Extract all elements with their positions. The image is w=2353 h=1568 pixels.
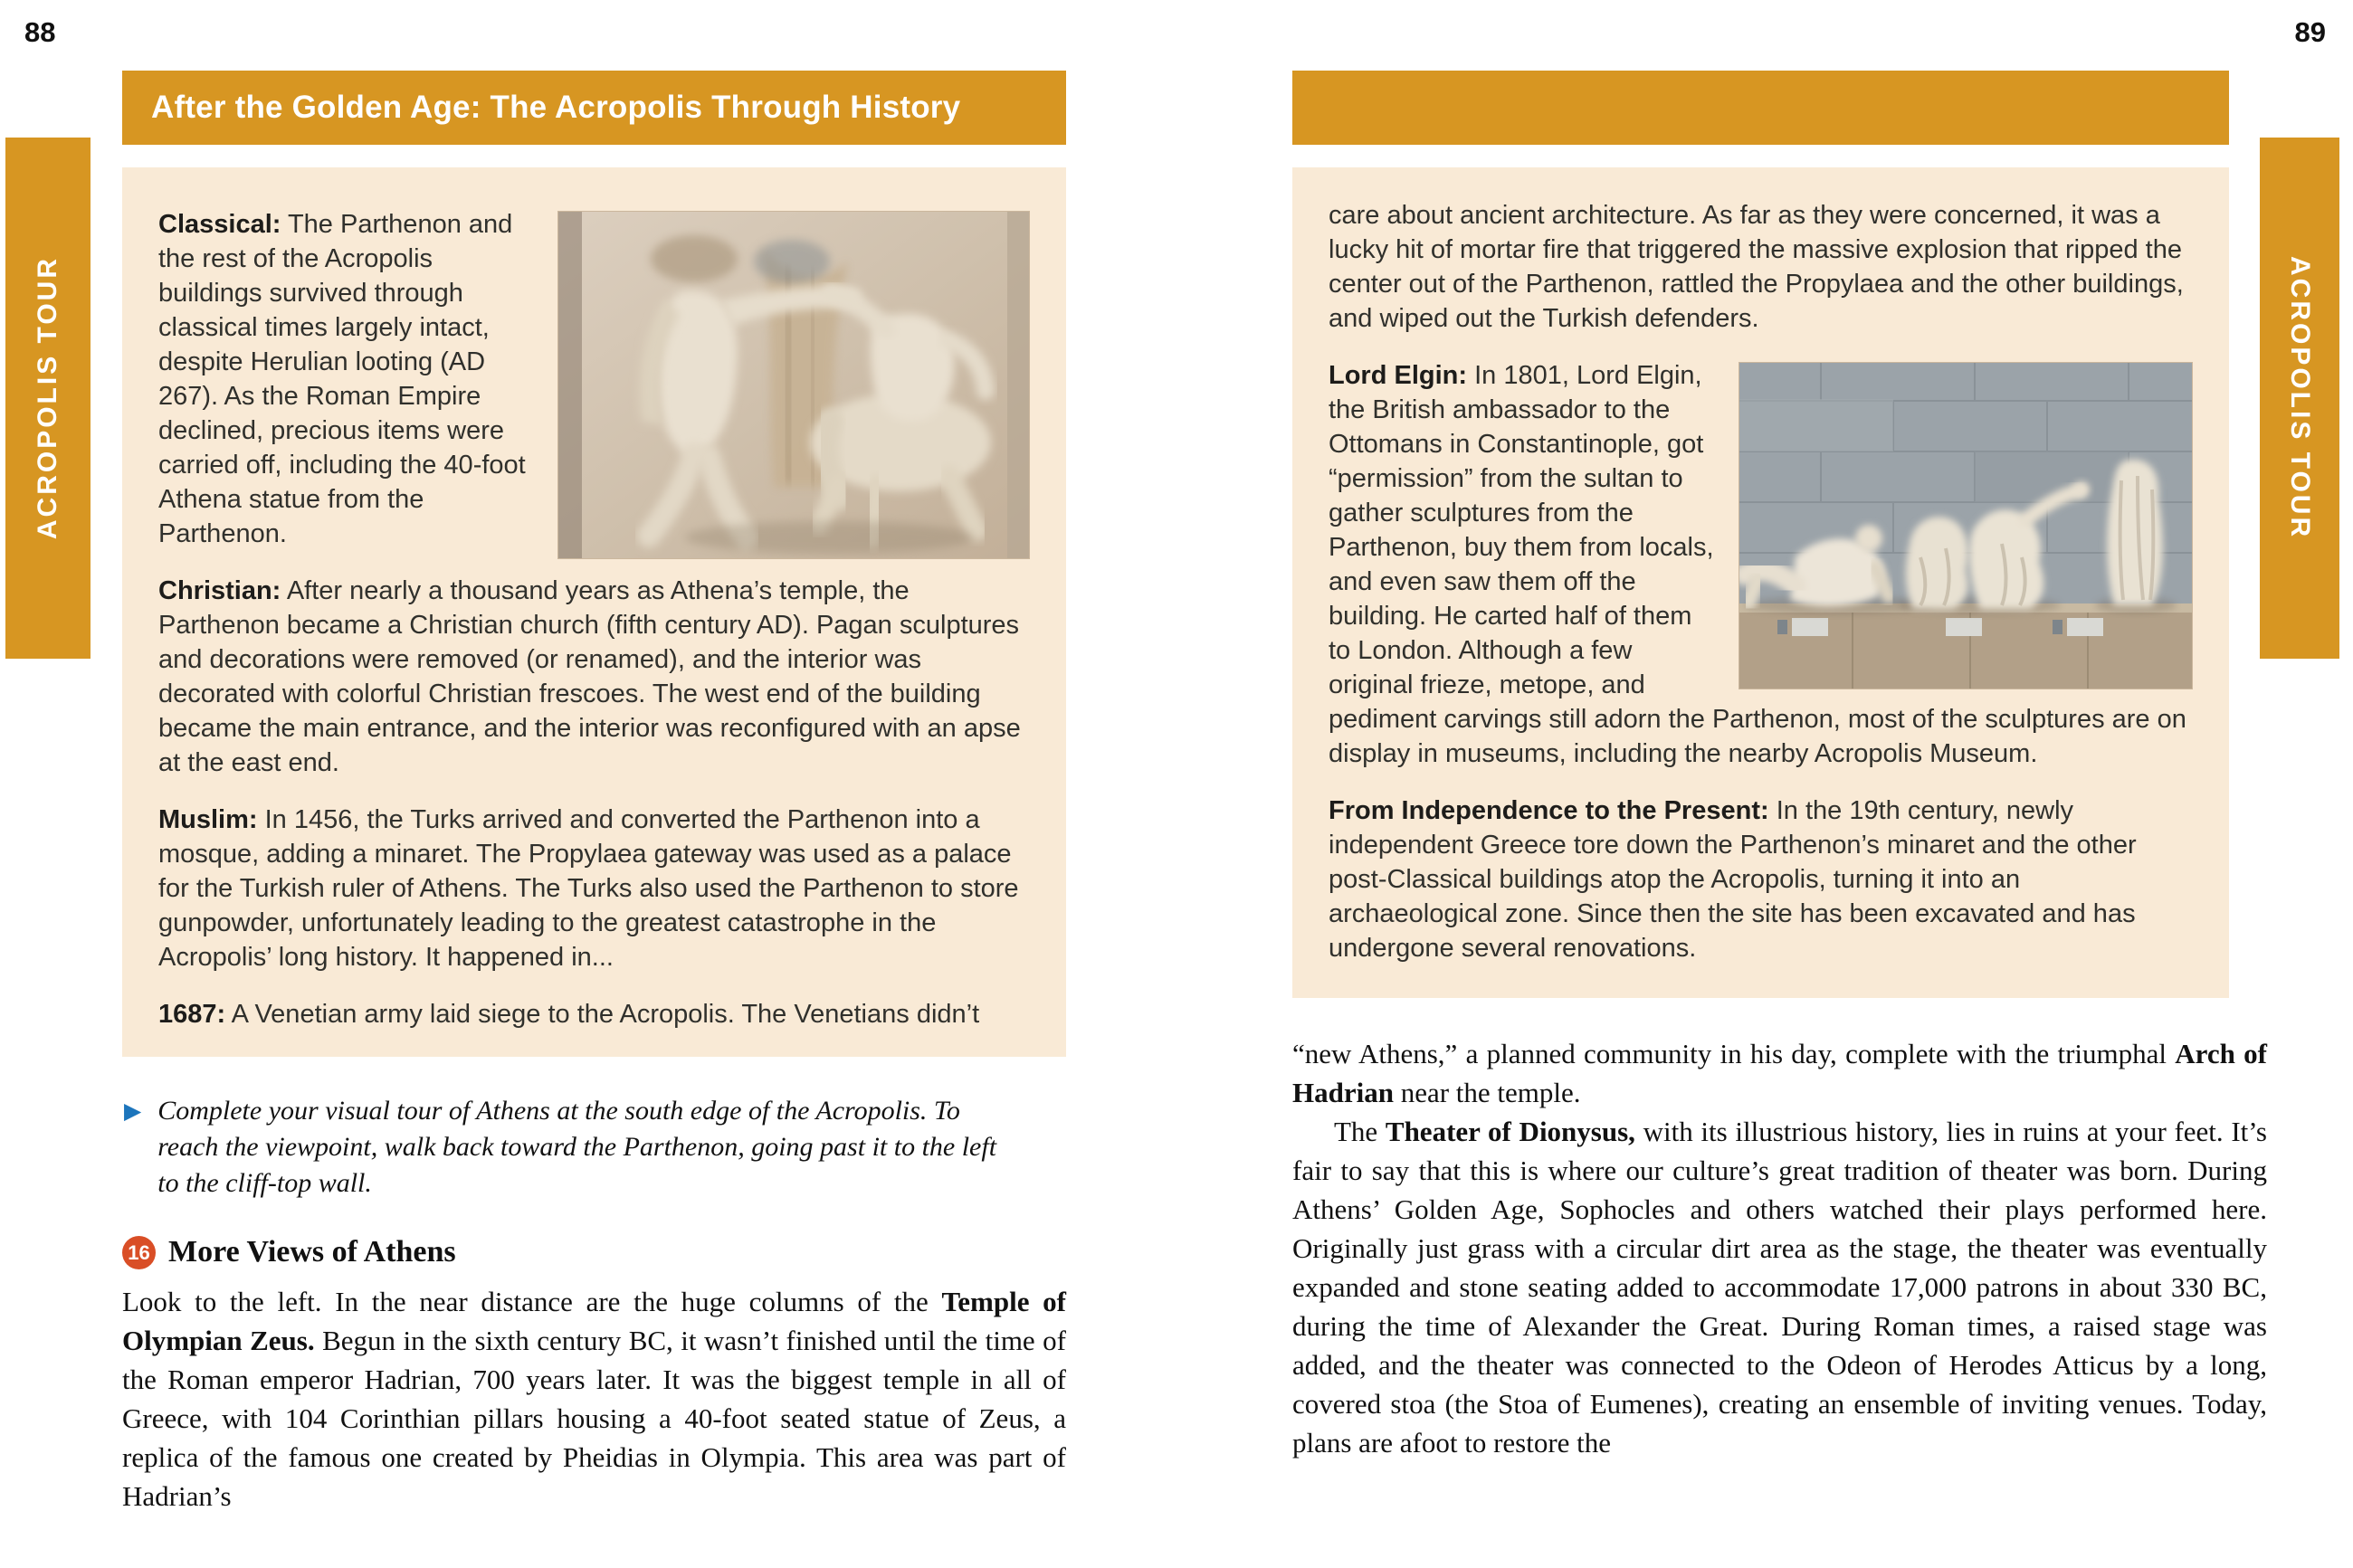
left-page-body-text [122,1282,1066,1516]
right-tab-label: ACROPOLIS TOUR [2285,256,2315,540]
section-heading [122,1234,1066,1271]
parthenon-metope-photo [557,211,1030,559]
paragraph-lead: From Independence to the Present: [1329,796,1769,825]
metope-illustration [558,212,1029,558]
sidebar-paragraph-continuation [1329,198,2193,336]
sidebar-paragraph-christian [158,574,1030,780]
paragraph-text: In the 19th century, newly independent Greece tore down the Parthenon’s minaret and the other post-Classical buildings atop the Acropolis, turning it into an archaeological zone. Since then the site has been excavated and has undergone several renovations. [1329,796,2137,963]
history-sidebar-box-left [122,167,1066,1057]
paragraph-text: In 1801, Lord Elgin, the British ambassador to the Ottomans in Constantinople, got “permission” from the sultan to gather sculptures from the Parthenon, buy them from locals, and even saw them off the building. He carted half of them to London. Although a few original frieze, metope, and pediment carvings still adorn the Parthenon, most of the sculptures are on display in museums, including the nearby Acropolis Museum. [1329,361,2186,768]
paragraph-lead: Classical: [158,210,281,239]
sidebar-paragraph-independence [1329,794,2193,965]
sidebar-title: After the Golden Age: The Acropolis Through History [151,89,961,125]
body-paragraph: Look to the left. In the near distance are the huge columns of the Temple of Olympian Zeus. Begun in the sixth century BC, it wasn’t finished until the time of the Roman emperor Hadrian, 700 years later. It was the biggest temple in all of Greece, with 104 Corinthian pillars housing a 40-foot seated statue of Zeus, a replica of the famous one created by Pheidias in Olympia. This area was part of Hadrian’s [122,1285,1066,1512]
paragraph-lead: Christian: [158,576,281,605]
sidebar-continuation-bar [1292,71,2229,145]
walking-directions-text: Complete your visual tour of Athens at the south edge of the Acropolis. To reach the viewpoint, walk back toward the Parthenon, going past it to the left to the cliff-top wall. [157,1096,997,1198]
page-number-left: 88 [24,16,56,48]
history-sidebar-box-right [1292,167,2229,998]
paragraph-lead: 1687: [158,1000,226,1029]
sidebar-title-bar [122,71,1066,145]
right-page-column [1292,71,2267,1462]
paragraph-text: A Venetian army laid siege to the Acropolis. The Venetians didn’t [231,1000,980,1029]
elgin-marbles-photo [1739,362,2193,689]
paragraph-text: care about ancient architecture. As far as they were concerned, it was a lucky hit of mortar fire that triggered the massive explosion that ripped the center out of the Parthenon, rattled the Propylaea and the other buildings, and wiped out the Turkish defenders. [1329,201,2184,333]
triangle-bullet-icon: ▶ [124,1098,142,1124]
walking-directions-note [124,1093,1066,1202]
right-edge-chapter-tab [2260,138,2339,659]
body-paragraph: The Theater of Dionysus, with its illustrious history, lies in ruins at your feet. It’s fair to say that this is where our culture’s great tradition of theater was born. During Athens’ Golden Age, Sophocles and others watched their plays performed here. Originally just grass with a circular dirt area as the stage, the theater was eventually expanded and stone seating added to accommodate 17,000 patrons in about 330 BC, during the time of Alexander the Great. During Roman times, a raised stage was added, and the theater was connected to the Odeon of Herodes Atticus by a long, covered stoa (the Stoa of Eumenes), creating an ensemble of inviting venues. Today, plans are afoot to restore the [1292,1116,2267,1459]
paragraph-text: After nearly a thousand years as Athena’s temple, the Parthenon became a Christian church (fifth century AD). Pagan sculptures and decorations were removed (or renamed), and the interior was decorated with colorful Christian frescoes. The west end of the building became the main entrance, and the interior was reconfigured with an apse at the east end. [158,576,1021,777]
paragraph-lead: Muslim: [158,805,258,834]
left-page-column [122,71,1066,1516]
elgin-marbles-illustration [1739,363,2192,689]
sidebar-paragraph-muslim [158,803,1030,974]
section-title: More Views of Athens [168,1235,456,1269]
right-page-body-text [1292,1034,2267,1462]
paragraph-text: The Parthenon and the rest of the Acropolis buildings survived through classical times largely intact, despite Herulian looting (AD 267). As the Roman Empire declined, precious items were carried off, including the 40-foot Athena statue from the Parthenon. [158,210,526,548]
sidebar-paragraph-1687 [158,997,1030,1031]
paragraph-lead: Lord Elgin: [1329,361,1468,390]
page-number-right: 89 [2294,16,2326,48]
left-tab-label: ACROPOLIS TOUR [33,256,62,540]
left-edge-chapter-tab [5,138,90,659]
body-paragraph: “new Athens,” a planned community in his day, complete with the triumphal Arch of Hadrian near the temple. [1292,1038,2267,1108]
paragraph-text: In 1456, the Turks arrived and converted the Parthenon into a mosque, adding a minaret. The Propylaea gateway was used as a palace for the Turkish ruler of Athens. The Turks also used the Parthenon to store gunpowder, unfortunately leading to the greatest catastrophe in the Acropolis’ long history. It happened in... [158,805,1019,972]
stop-number-badge: 16 [122,1236,156,1269]
